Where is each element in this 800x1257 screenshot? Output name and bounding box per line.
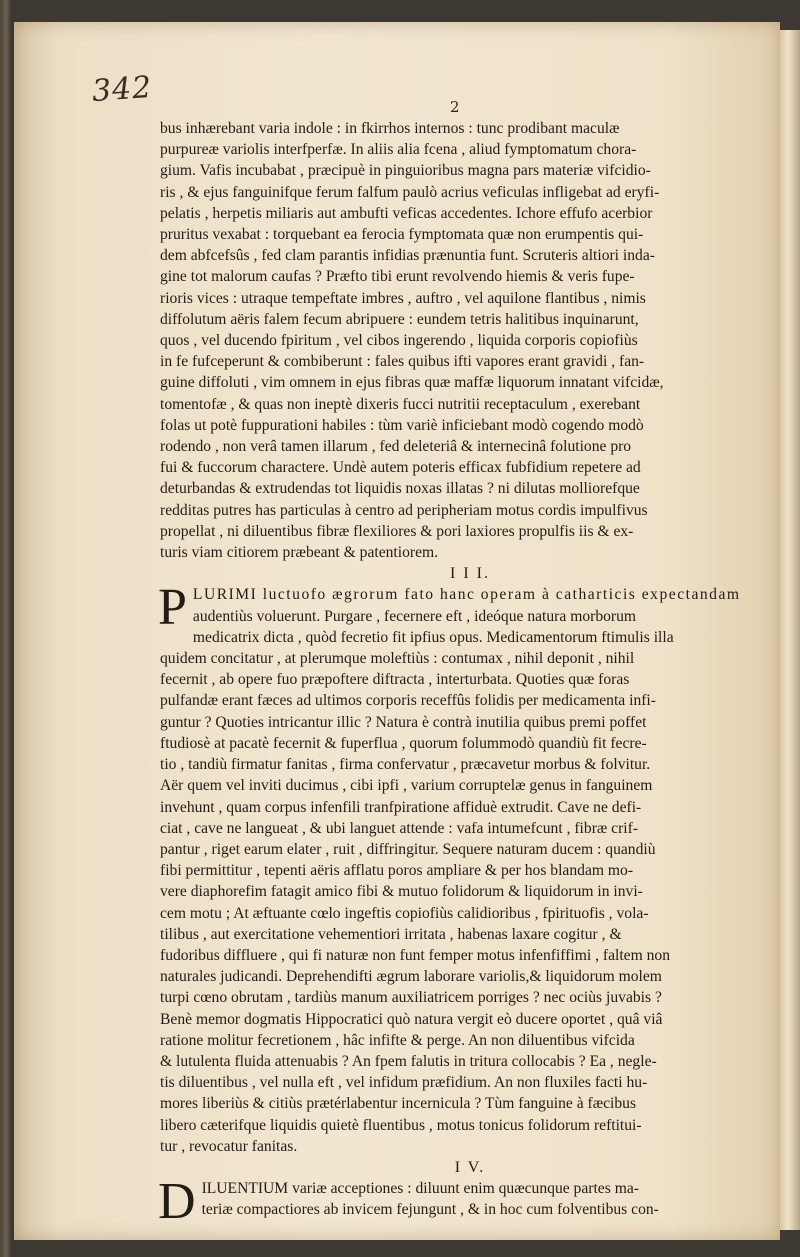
paragraph-3-first-line: LURIMI luctuofo ægrorum fato hanc operam à catharticis expectandam — [192, 586, 741, 604]
paragraph-2 — [160, 118, 760, 563]
paragraph-3-line: invehunt , quam corpus infenfili tranfpiratione affiduè extrudit. Cave ne defi- — [160, 798, 642, 816]
paragraph-3-line: ciat , cave ne langueat , & ubi languet attende : vafa intumefcunt , fibræ crif- — [160, 819, 639, 837]
paragraph-3-line: pulfandæ erant fæces ad ultimos corporis receffûs folidis per medicamenta infi- — [160, 692, 656, 710]
paragraph-4-line: ILUENTIUM variæ acceptiones : diluunt enim quæcunque partes ma- — [201, 1180, 639, 1198]
section-heading-4: I V. — [454, 1158, 486, 1176]
section-heading-3: I I I. — [450, 565, 490, 583]
paragraph-3-line: ftudiosè at pacatè fecernit & fuperflua , quorum folummodò quandiù fit fecre- — [160, 734, 647, 752]
paragraph-3-line: fecernit , ab opere fuo præpoftere diftracta , interturbata. Quoties quæ foras — [160, 671, 630, 689]
paragraph-3-lines — [160, 606, 760, 1157]
paragraph-2-line: tomentofæ , & quas non ineptè dixeris fucci nutritii receptaculum , exerebant — [160, 395, 641, 413]
paragraph-2-line: rodendo , non verâ tamen illarum , fed deleteriâ & internecinâ folutione pro — [160, 438, 632, 456]
paragraph-2-line: bus inhærebant varia indole : in fkirrhos internos : tunc prodibant maculæ — [160, 120, 620, 137]
paragraph-3-line: medicatrix dicta , quòd fecretio fit ipfius opus. Medicamentorum ftimulis illa — [192, 628, 674, 646]
paragraph-3-line: & lutulenta fluida attenuabis ? An fpem falutis in tritura collocabis ? Ea , negle- — [160, 1052, 657, 1070]
paragraph-2-line: deturbandas & extrudendas tot liquidis noxas illatas ? ni dilutas molliorefque — [160, 480, 640, 498]
paragraph-3-line: libero cæterifque liquidis quietè fluentibus , motus tonicus folidorum reftitui- — [160, 1116, 642, 1134]
paragraph-3-line: mores liberiùs & citiùs prætérlabentur incernicula ? Tùm fanguine à fæcibus — [160, 1095, 637, 1113]
paragraph-2-line: gine tot malorum caufas ? Præfto tibi erunt revolvendo hiemis & veris fupe- — [160, 268, 635, 286]
paragraph-4-line: teriæ compactiores ab invicem fejungunt , & in hoc cum folventibus con- — [201, 1201, 659, 1219]
paragraph-4-lines — [160, 1178, 760, 1220]
paragraph-4 — [158, 1173, 760, 1231]
paragraph-2-line: turis viam citiorem præbeant & patentiorem. — [160, 544, 439, 562]
paragraph-2-line: ris , & ejus fanguinifque ferum falfum paulò acrius veficulas infligebat ad eryfi- — [160, 183, 660, 201]
paragraph-2-line: gium. Vafis incubabat , præcipuè in pinguioribus magna pars materiæ vifcidio- — [160, 162, 651, 180]
paragraph-2-line: pruritus vexabat : torquebant ea ferocia fymptomata quæ non erumpentis qui- — [160, 226, 644, 244]
paragraph-2-line: rioris vices : utraque tempeftate imbres , auftro , vel aquilone flantibus , nimis — [160, 289, 646, 307]
paragraph-3-line: audentiùs voluerunt. Purgare , fecernere eft , ideóque natura morborum — [192, 607, 637, 625]
page-text — [158, 118, 760, 1231]
paragraph-3-line: fudoribus diffluere , qui fi naturæ non funt femper motus infenfiffimi , faltem non — [160, 946, 671, 964]
paragraph-3-line: vere diaphorefim fatagit amico fibi & mutuo folidorum & liquidorum in invi- — [160, 883, 643, 901]
paragraph-2-line: pelatis , herpetis miliaris aut ambufti veficas accedentes. Ichore effufo acerbior — [160, 204, 653, 222]
paragraph-2-line: dem abfcefsûs , fed clam parantis infidias prænuntia funt. Scruteris altiori inda- — [160, 247, 655, 265]
paragraph-2-line: purpureæ variolis interfperfæ. In aliis alia fcena , aliud fymptomatum chora- — [160, 141, 637, 159]
paragraph-2-line: guine diffoluti , vim omnem in ejus fibras quæ maffæ liquorum innatant vifcidæ, — [160, 374, 664, 392]
drop-cap-p: P — [158, 579, 187, 637]
paragraph-3 — [158, 579, 760, 1156]
paragraph-2-line: folas ut potè fuppurationi habiles : tùm variè inficiebant modò cogendo modò — [160, 416, 644, 434]
paragraph-2-line: quos , vel ducendo fpiritum , vel cibos ingerendo , liquida corporis copiofiùs — [160, 332, 638, 350]
paragraph-3-line: tilibus , aut exercitatione vehementiori irritata , habenas laxare cogitur , & — [160, 925, 622, 943]
paragraph-3-line: pantur , riget earum elater , ruit , diffringitur. Sequere naturam ducem : quandiù — [160, 840, 656, 858]
drop-cap-d: D — [158, 1173, 196, 1231]
paragraph-2-line: in fe fufceperunt & combiberunt : fales quibus ifti vapores erant gravidi , fan- — [160, 353, 645, 371]
paragraph-2-line: diffolutum aëris falem fecum abripuere : eundem tetris halitibus inquinarunt, — [160, 310, 639, 328]
paragraph-3-line: quidem concitatur , at plerumque moleftiùs : contumax , nihil deponit , nihil — [160, 650, 635, 668]
paragraph-3-line: guntur ? Quoties intricantur illic ? Natura è contrà inutilia quibus premi poffet — [160, 713, 647, 731]
paragraph-3-line: Aër quem vel inviti ducimus , cibi ipfi , varium corruptelæ genus in fanguinem — [160, 777, 653, 795]
paragraph-3-line: tis diluentibus , vel nulla eft , vel infidum præfidium. An non fluxiles facti hu- — [160, 1074, 648, 1092]
signature-mark: 2 — [450, 98, 460, 116]
paragraph-2-line: propellat , ni diluentibus fibræ flexiliores & pori laxiores propulfis iis & ex- — [160, 522, 634, 540]
handwritten-page-number: 342 — [90, 69, 154, 110]
paragraph-3-line: tur , revocatur fanitas. — [160, 1137, 298, 1155]
paragraph-3-line: ratione molitur fecretionem , hâc infifte & perge. An non diluentibus vifcida — [160, 1031, 635, 1049]
paragraph-3-line: tio , tandiù firmatur fanitas , firma confervatur , præcavetur morbus & folvitur. — [160, 756, 651, 774]
paragraph-3-line: Benè memor dogmatis Hippocratici quò natura vergit eò ducere oportet , quâ viâ — [160, 1010, 663, 1028]
page-edge — [780, 30, 800, 1230]
paragraph-3-line: fibi permittitur , tepenti aëris afflatu poros ampliare & per hos blandam mo- — [160, 862, 634, 880]
paragraph-3-line: cem motu ; At æftuante cœlo ingeftis copiofiùs calidioribus , fpirituofis , vola- — [160, 904, 649, 922]
paragraph-2-line: redditas putres has particulas à centro ad peripheriam motus cordis impulfivus — [160, 501, 648, 519]
paragraph-3-line: turpi cœno obrutam , tardiùs manum auxiliatricem porriges ? nec ociùs juvabis ? — [160, 989, 662, 1007]
paragraph-2-line: fui & fuccorum charactere. Undè autem poteris efficax fubfidium repetere ad — [160, 459, 641, 477]
paragraph-3-line: naturales judicandi. Deprehendifti ægrum laborare variolis,& liquidorum molem — [160, 968, 662, 986]
